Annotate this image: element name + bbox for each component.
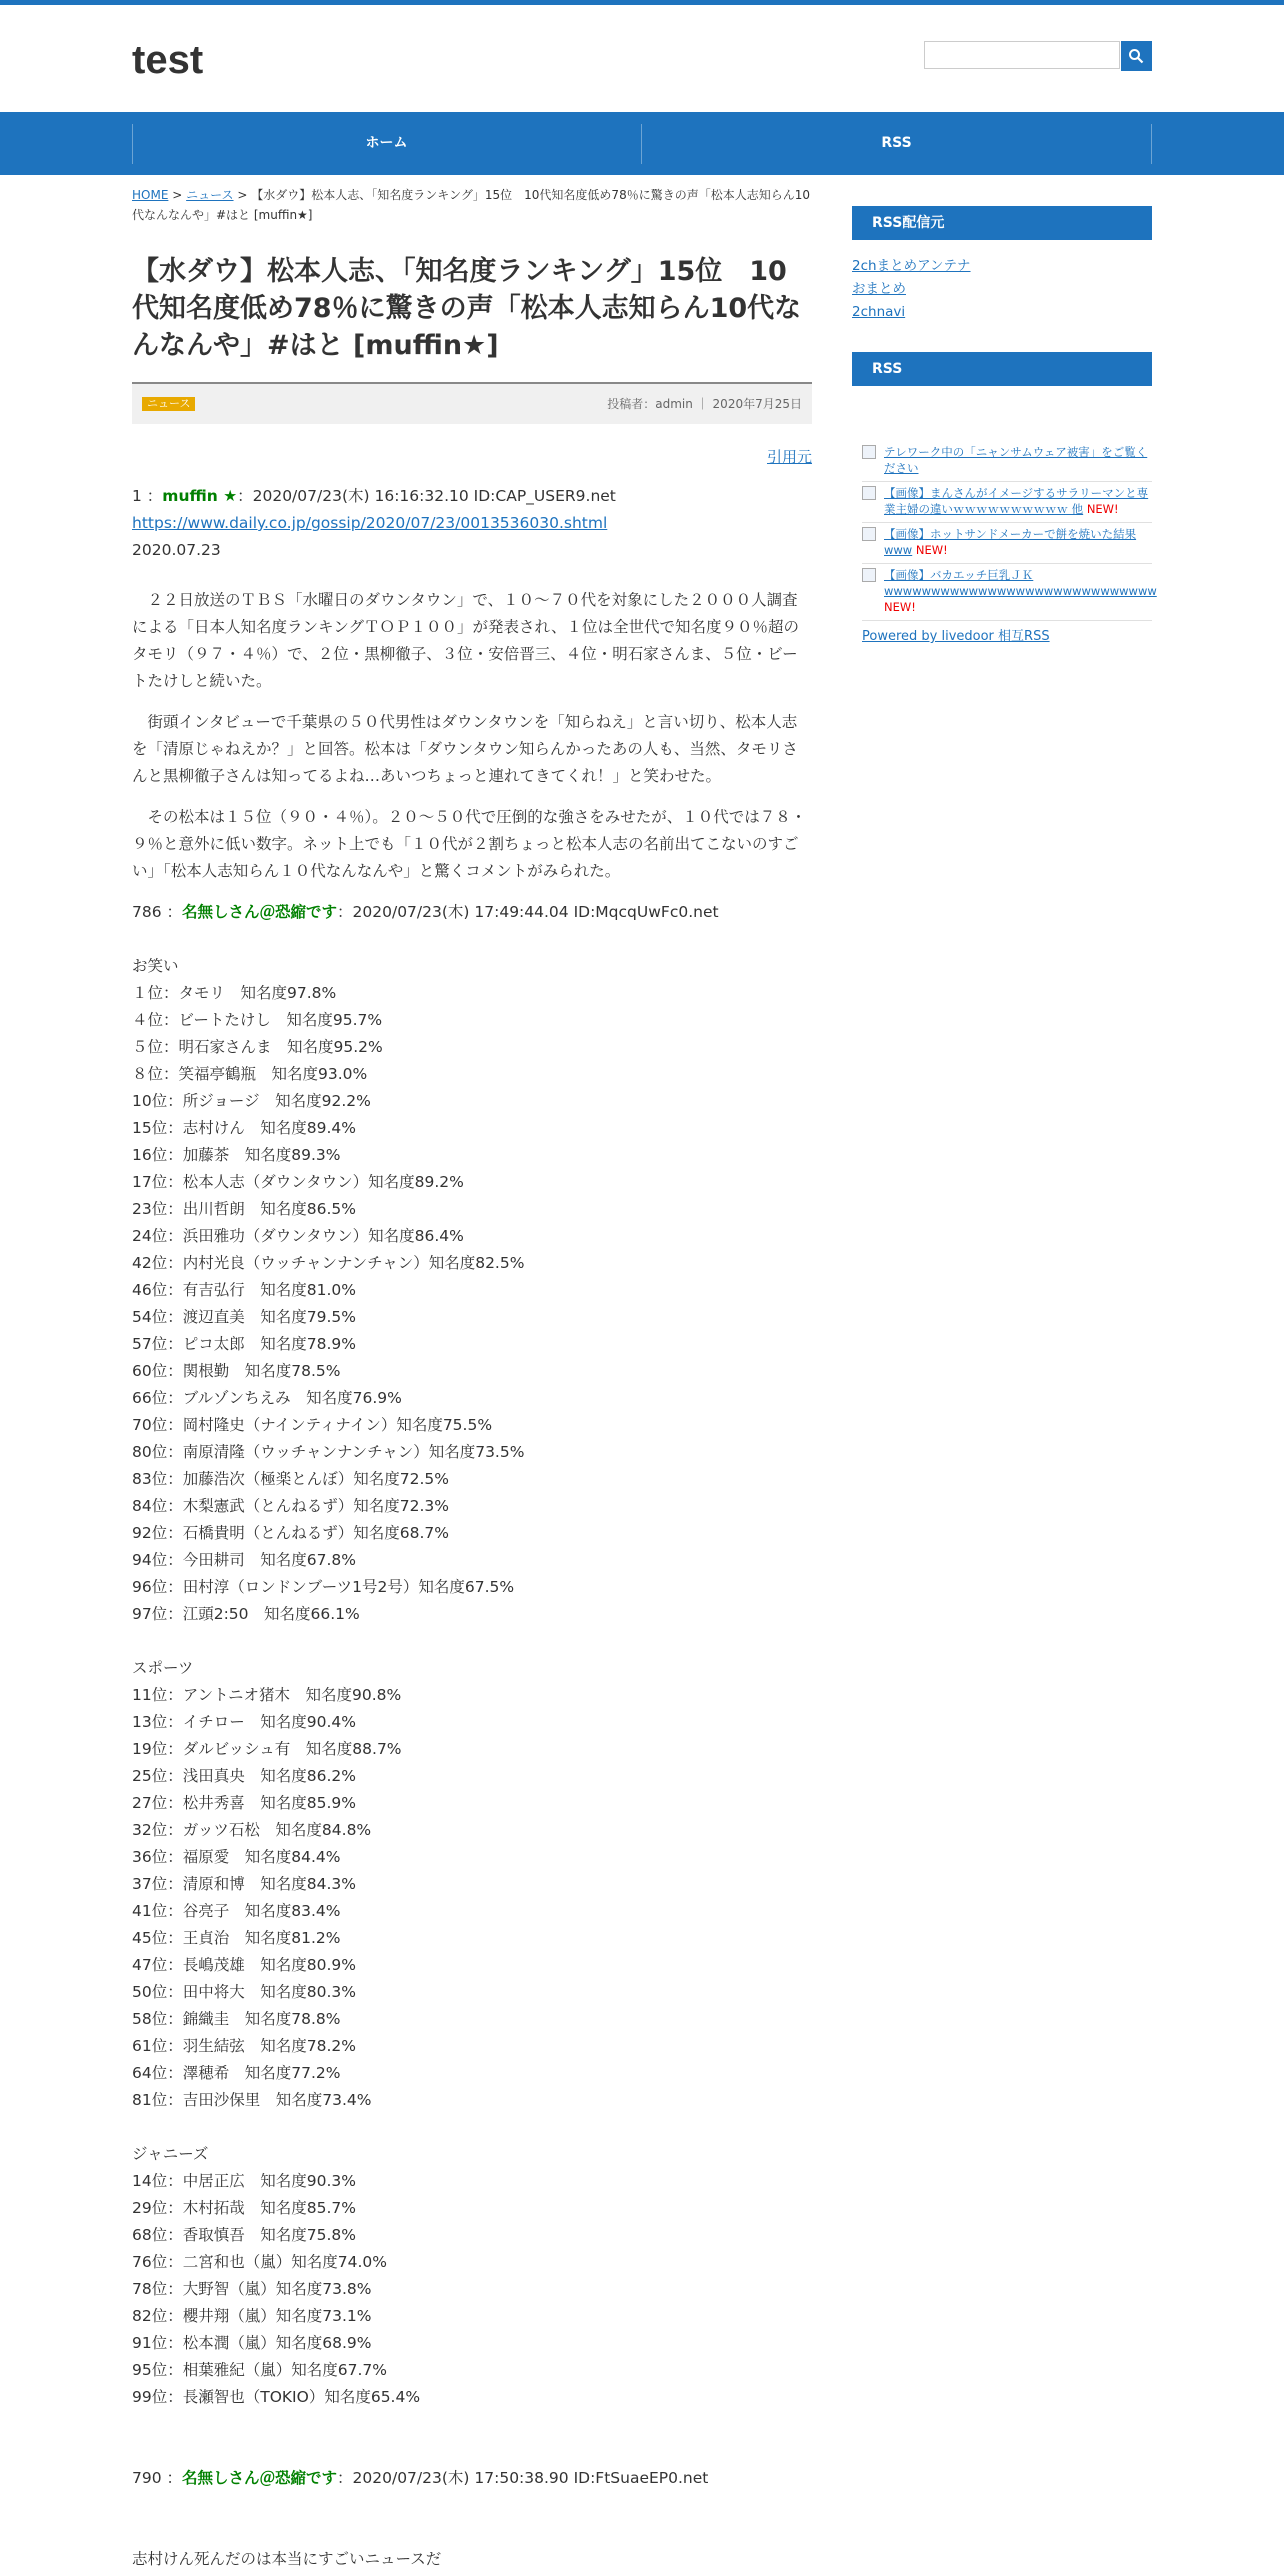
paragraph: その松本は１５位（９０・４％）。２０〜５０代で圧倒的な強さをみせたが、１０代では７８・９％と意外に低い数字。ネット上でも「１０代が２割ちょっと松本人志の名前出てこないのすごい」「松本人志知らん１０代なんなんや」と驚くコメントがみられた。 bbox=[132, 808, 807, 880]
ranking-line: 10位：所ジョージ 知名度92.2% bbox=[132, 1092, 371, 1110]
owarai-ranking-list bbox=[132, 980, 812, 1628]
feed-link[interactable]: 【画像】まんさんがイメージするサラリーマンと専業主婦の違いｗｗｗｗｗｗｗｗｗｗ 他 bbox=[884, 486, 1149, 516]
sidebar-link[interactable]: おまとめ bbox=[852, 281, 906, 297]
ranking-line: 78位：大野智（嵐）知名度73.8% bbox=[132, 2280, 372, 2298]
ranking-line: 50位：田中将大 知名度80.3% bbox=[132, 1983, 356, 2001]
source-link[interactable]: 引用元 bbox=[766, 448, 812, 466]
thumbnail-icon bbox=[862, 445, 876, 459]
source-row bbox=[132, 444, 812, 471]
news-date: 2020.07.23 bbox=[132, 541, 221, 559]
ranking-line: 47位：長嶋茂雄 知名度80.9% bbox=[132, 1956, 356, 1974]
poster-name: muffin ★ bbox=[162, 487, 238, 505]
ranking-line: 14位：中居正広 知名度90.3% bbox=[132, 2172, 356, 2190]
powered-by-link[interactable]: Powered by livedoor 相互RSS bbox=[862, 629, 1050, 644]
feed-item bbox=[862, 441, 1152, 482]
sidebar-link[interactable]: 2chまとめアンテナ bbox=[852, 258, 971, 274]
sidebar-link[interactable]: 2chnavi bbox=[852, 304, 906, 320]
poster-name: 名無しさん＠恐縮です bbox=[182, 903, 338, 921]
source-url[interactable]: https://www.daily.co.jp/gossip/2020/07/23/0013536030.shtml bbox=[132, 514, 608, 532]
ranking-line: 83位：加藤浩次（極楽とんぼ）知名度72.5% bbox=[132, 1470, 449, 1488]
sidebar bbox=[852, 206, 1157, 645]
ranking-line: 81位：吉田沙保里 知名度73.4% bbox=[132, 2091, 372, 2109]
ranking-line: ８位：笑福亭鶴瓶 知名度93.0% bbox=[132, 1065, 368, 1083]
post-meta: ：2020/07/23(木) 17:49:44.04 ID:MqcqUwFc0.net bbox=[337, 903, 719, 921]
section-heading: ジャニーズ bbox=[132, 2145, 209, 2163]
ranking-line: 25位：浅田真央 知名度86.2% bbox=[132, 1767, 356, 1785]
ranking-line: 60位：関根勤 知名度78.5% bbox=[132, 1362, 341, 1380]
ranking-line: 58位：錦織圭 知名度78.8% bbox=[132, 2010, 341, 2028]
post-786 bbox=[132, 899, 812, 2411]
nav-rss[interactable]: RSS bbox=[881, 135, 912, 151]
feed-link[interactable]: テレワーク中の「ニャンサムウェア被害」をご覧ください bbox=[884, 445, 1148, 475]
post-1 bbox=[132, 483, 812, 885]
search-icon bbox=[1128, 48, 1144, 64]
post-number: 1 ： bbox=[132, 487, 163, 505]
rss-source-links bbox=[852, 255, 1152, 324]
johnnys-ranking-list bbox=[132, 2168, 812, 2411]
ranking-line: 29位：木村拓哉 知名度85.7% bbox=[132, 2199, 356, 2217]
author: 投稿者：admin bbox=[607, 397, 693, 411]
feed-item bbox=[862, 564, 1157, 621]
ranking-line: 94位：今田耕司 知名度67.8% bbox=[132, 1551, 356, 1569]
post-number: 786 ： bbox=[132, 903, 183, 921]
ranking-line: 84位：木梨憲武（とんねるず）知名度72.3% bbox=[132, 1497, 449, 1515]
ranking-line: 37位：清原和博 知名度84.3% bbox=[132, 1875, 356, 1893]
post-date: 2020年7月25日 bbox=[712, 397, 802, 411]
ranking-line: 19位：ダルビッシュ有 知名度88.7% bbox=[132, 1740, 402, 1758]
article-title: 【水ダウ】松本人志、「知名度ランキング」15位 10代知名度低め78％に驚きの声「松本人志知らん10代なんなんや」#はと [muffin★] bbox=[132, 256, 802, 361]
new-badge: NEW! bbox=[884, 600, 916, 614]
ranking-line: 41位：谷亮子 知名度83.4% bbox=[132, 1902, 341, 1920]
post-header bbox=[132, 2465, 812, 2492]
thumbnail-icon bbox=[862, 527, 876, 541]
post-text: 志村けん死んだのは本当にすごいニュースだ bbox=[132, 2550, 442, 2568]
thumbnail-icon bbox=[862, 568, 876, 582]
meta-divider: ｜ bbox=[696, 397, 709, 411]
ranking-line: 17位：松本人志（ダウンタウン）知名度89.2% bbox=[132, 1173, 464, 1191]
feed-item bbox=[862, 523, 1152, 564]
nav-divider bbox=[1151, 124, 1152, 164]
post-number: 790 ： bbox=[132, 2469, 183, 2487]
feed-link[interactable]: 【画像】バカエッチ巨乳ＪＫwwwwwwwwwwwwwwwwwwwwwwwwwwwww bbox=[884, 568, 1157, 598]
ranking-line: 23位：出川哲朗 知名度86.5% bbox=[132, 1200, 356, 1218]
ranking-line: 68位：香取慎吾 知名度75.8% bbox=[132, 2226, 356, 2244]
search-input[interactable] bbox=[924, 41, 1120, 69]
breadcrumb-separator: > bbox=[172, 188, 183, 202]
ranking-line: 70位：岡村隆史（ナインティナイン）知名度75.5% bbox=[132, 1416, 493, 1434]
site-logo[interactable]: test bbox=[132, 38, 204, 82]
ranking-line: 45位：王貞治 知名度81.2% bbox=[132, 1929, 341, 1947]
ranking-line: 36位：福原愛 知名度84.4% bbox=[132, 1848, 341, 1866]
ranking-line: ５位：明石家さんま 知名度95.2% bbox=[132, 1038, 383, 1056]
ranking-line: 61位：羽生結弦 知名度78.2% bbox=[132, 2037, 356, 2055]
ranking-line: 92位：石橋貴明（とんねるず）知名度68.7% bbox=[132, 1524, 449, 1542]
breadcrumb-home[interactable]: HOME bbox=[132, 188, 169, 202]
ranking-line: 82位：櫻井翔（嵐）知名度73.1% bbox=[132, 2307, 372, 2325]
article-meta bbox=[132, 382, 812, 424]
sidebar-heading-rss-sources: RSS配信元 bbox=[852, 206, 1152, 240]
ranking-line: 96位：田村淳（ロンドンブーツ1号2号）知名度67.5% bbox=[132, 1578, 515, 1596]
main-nav bbox=[0, 112, 1284, 175]
ranking-line: 15位：志村けん 知名度89.4% bbox=[132, 1119, 356, 1137]
thumbnail-icon bbox=[862, 486, 876, 500]
ranking-line: 24位：浜田雅功（ダウンタウン）知名度86.4% bbox=[132, 1227, 464, 1245]
post-790 bbox=[132, 2465, 812, 2573]
post-header bbox=[132, 483, 812, 510]
post-meta: ：2020/07/23(木) 17:50:38.90 ID:FtSuaeEP0.net bbox=[337, 2469, 709, 2487]
ranking-line: 99位：長瀬智也（TOKIO）知名度65.4% bbox=[132, 2388, 421, 2406]
ranking-line: 80位：南原清隆（ウッチャンナンチャン）知名度73.5% bbox=[132, 1443, 525, 1461]
rss-feed-list bbox=[852, 441, 1157, 645]
section-heading: スポーツ bbox=[132, 1659, 194, 1677]
ranking-line: 32位：ガッツ石松 知名度84.8% bbox=[132, 1821, 372, 1839]
ranking-line: ４位：ビートたけし 知名度95.7% bbox=[132, 1011, 383, 1029]
ranking-line: 91位：松本潤（嵐）知名度68.9% bbox=[132, 2334, 372, 2352]
ranking-line: 13位：イチロー 知名度90.4% bbox=[132, 1713, 356, 1731]
feed-item bbox=[862, 482, 1152, 523]
post-meta: ：2020/07/23(木) 16:16:32.10 ID:CAP_USER9.net bbox=[237, 487, 616, 505]
breadcrumb bbox=[132, 185, 812, 225]
ranking-line: 64位：澤穂希 知名度77.2% bbox=[132, 2064, 341, 2082]
ranking-line: 42位：内村光良（ウッチャンナンチャン）知名度82.5% bbox=[132, 1254, 525, 1272]
powered-by bbox=[862, 629, 1152, 645]
new-badge: NEW! bbox=[1086, 502, 1119, 516]
category-badge[interactable]: ニュース bbox=[142, 397, 195, 411]
top-accent-bar bbox=[0, 0, 1284, 5]
ranking-line: 76位：二宮和也（嵐）知名度74.0% bbox=[132, 2253, 387, 2271]
post-header bbox=[132, 899, 812, 926]
ranking-line: 16位：加藤茶 知名度89.3% bbox=[132, 1146, 341, 1164]
section-heading: お笑い bbox=[132, 957, 179, 975]
ranking-line: １位：タモリ 知名度97.8% bbox=[132, 984, 337, 1002]
nav-home[interactable]: ホーム bbox=[365, 135, 408, 151]
feed-link[interactable]: 【画像】ホットサンドメーカーで餅を焼いた結果www bbox=[884, 527, 1137, 557]
main-content bbox=[132, 175, 812, 2573]
breadcrumb-current: 【水ダウ】松本人志、「知名度ランキング」15位 10代知名度低め78％に驚きの声「松本人志知らん10代なんなんや」#はと [muffin★] bbox=[132, 188, 810, 222]
ranking-line: 57位：ピコ太郎 知名度78.9% bbox=[132, 1335, 356, 1353]
poster-name: 名無しさん＠恐縮です bbox=[182, 2469, 338, 2487]
ranking-line: 66位：ブルゾンちえみ 知名度76.9% bbox=[132, 1389, 402, 1407]
sidebar-heading-rss: RSS bbox=[852, 352, 1152, 386]
breadcrumb-category[interactable]: ニュース bbox=[186, 188, 234, 202]
ranking-line: 27位：松井秀喜 知名度85.9% bbox=[132, 1794, 356, 1812]
ranking-line: 95位：相葉雅紀（嵐）知名度67.7% bbox=[132, 2361, 387, 2379]
ranking-line: 46位：有吉弘行 知名度81.0% bbox=[132, 1281, 356, 1299]
paragraph: 街頭インタビューで千葉県の５０代男性はダウンタウンを「知らねえ」と言い切り、松本人志を「清原じゃねえか？」と回答。松本は「ダウンタウン知らんかったあの人も、当然、タモリさんと黒柳徹子さんは知ってるよね…あいつちょっと連れてきてくれ！」と笑わせた。 bbox=[132, 713, 798, 785]
ranking-line: 97位：江頭2:50 知名度66.1% bbox=[132, 1605, 360, 1623]
search-button[interactable] bbox=[1121, 41, 1152, 71]
breadcrumb-separator: > bbox=[237, 188, 248, 202]
meta-info bbox=[607, 396, 802, 412]
new-badge: NEW! bbox=[915, 543, 948, 557]
ranking-line: 54位：渡辺直美 知名度79.5% bbox=[132, 1308, 356, 1326]
paragraph: ２２日放送のＴＢＳ「水曜日のダウンタウン」で、１０〜７０代を対象にした２０００人調査による「日本人知名度ランキングＴＯＰ１００」が発表され、１位は全世代で知名度９０％超のタモリ（９７・４％）で、２位・黒柳徹子、３位・安倍晋三、４位・明石家さんま、５位・ビートたけしと続いた。 bbox=[132, 591, 799, 690]
sports-ranking-list bbox=[132, 1682, 812, 2114]
ranking-line: 11位：アントニオ猪木 知名度90.8% bbox=[132, 1686, 402, 1704]
